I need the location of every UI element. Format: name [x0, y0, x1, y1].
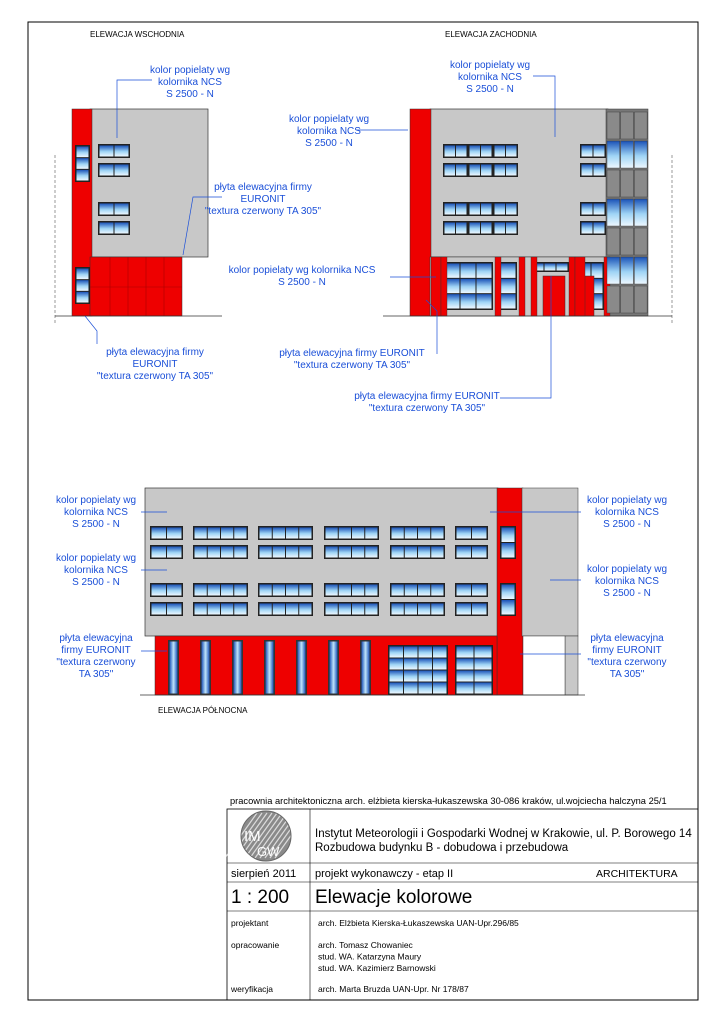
signature-row [231, 940, 436, 973]
north-window [150, 545, 183, 559]
svg-text:TA 305": TA 305" [78, 669, 114, 680]
drawing-scale: 1 : 200 [231, 887, 290, 908]
annotation-north-right-2 [587, 564, 667, 599]
annotation-north-left-2 [56, 553, 136, 588]
north-window [455, 602, 488, 616]
north-window [324, 583, 379, 597]
row-value: arch. Elżbieta Kierska-Łukaszewska UAN-Upr.296/85 [318, 918, 519, 928]
east-column-window [75, 267, 90, 304]
svg-text:"textura czerwony: "textura czerwony [587, 657, 667, 668]
svg-text:S 2500 - N: S 2500 - N [166, 89, 214, 100]
svg-text:firmy EURONIT: firmy EURONIT [592, 645, 662, 656]
row-label: opracowanie [231, 940, 280, 950]
north-ground-window [264, 640, 275, 695]
north-ground-window [328, 640, 339, 695]
north-window [324, 545, 379, 559]
north-opening [523, 636, 565, 695]
studio-line: pracownia architektoniczna arch. elżbieta kierska-łukaszewska 30-086 kraków, ul.wojciecha halczyna 25/1 [230, 796, 667, 806]
svg-text:S 2500 - N: S 2500 - N [305, 138, 353, 149]
annotation-north-right-1 [587, 495, 667, 530]
north-window [150, 583, 183, 597]
east-window [98, 221, 130, 235]
svg-text:EURONIT: EURONIT [132, 359, 178, 370]
north-ground-window [360, 640, 371, 695]
svg-text:kolor popielaty wg kolornika N: kolor popielaty wg kolornika NCS [228, 265, 376, 276]
west-window [493, 221, 518, 235]
north-window [455, 526, 488, 540]
west-window [468, 202, 493, 216]
east-window [98, 144, 130, 158]
west-window [443, 221, 468, 235]
north-gray-right-lower [565, 636, 578, 695]
svg-text:S 2500 - N: S 2500 - N [603, 519, 651, 530]
svg-text:"textura czerwony TA 305": "textura czerwony TA 305" [204, 206, 322, 217]
north-window [193, 526, 248, 540]
svg-text:S 2500 - N: S 2500 - N [466, 84, 514, 95]
north-window [324, 526, 379, 540]
west-window [580, 144, 606, 158]
svg-text:płyta elewacyjna firmy EURONIT: płyta elewacyjna firmy EURONIT [279, 348, 425, 359]
north-window [150, 526, 183, 540]
west-window [468, 221, 493, 235]
row-value: arch. Marta Bruzda UAN-Upr. Nr 178/87 [318, 984, 469, 994]
east-column-window [75, 145, 90, 182]
east-window [98, 163, 130, 177]
annotation-north-left-3 [56, 633, 135, 680]
west-window [493, 202, 518, 216]
north-window [150, 602, 183, 616]
drawing-title: Elewacje kolorowe [315, 887, 473, 908]
annotation-west-gray-left [289, 114, 369, 149]
annotation-west-plate-2 [354, 391, 500, 414]
svg-text:kolor popielaty wg: kolor popielaty wg [55, 495, 137, 506]
svg-text:kolor popielaty wg: kolor popielaty wg [288, 114, 370, 125]
north-ground-window [200, 640, 211, 695]
west-window [443, 163, 468, 177]
row-value: stud. WA. Kazimierz Barnowski [318, 963, 436, 973]
north-window [455, 583, 488, 597]
west-window [443, 144, 468, 158]
svg-text:kolor popielaty wg: kolor popielaty wg [586, 564, 668, 575]
north-window [193, 602, 248, 616]
north-column-window [500, 526, 516, 559]
title-block [225, 796, 698, 1000]
north-window [258, 583, 313, 597]
institute-name: Instytut Meteorologii i Gospodarki Wodnej w Krakowie, ul. P. Borowego 14 [315, 828, 692, 840]
svg-text:"textura czerwony TA 305": "textura czerwony TA 305" [368, 403, 486, 414]
north-window [258, 545, 313, 559]
svg-text:kolor popielaty wg: kolor popielaty wg [149, 65, 231, 76]
svg-text:TA 305": TA 305" [609, 669, 645, 680]
svg-text:kolor popielaty wg: kolor popielaty wg [55, 553, 137, 564]
north-ground-window [296, 640, 307, 695]
west-window [580, 202, 606, 216]
signature-row [231, 918, 519, 928]
svg-text:kolornika NCS: kolornika NCS [158, 77, 222, 88]
svg-text:kolor popielaty wg: kolor popielaty wg [586, 495, 668, 506]
svg-text:płyta elewacyjna: płyta elewacyjna [59, 633, 133, 644]
north-window [390, 583, 445, 597]
signature-rows [230, 918, 519, 994]
svg-text:"textura czerwony: "textura czerwony [56, 657, 136, 668]
west-window [493, 144, 518, 158]
north-window [390, 545, 445, 559]
svg-text:kolornika NCS: kolornika NCS [297, 126, 361, 137]
west-red-column [410, 109, 431, 316]
west-window [580, 221, 606, 235]
west-window [493, 163, 518, 177]
annotation-east-plate-bottom [97, 347, 214, 382]
svg-text:płyta elewacyjna firmy: płyta elewacyjna firmy [214, 182, 312, 193]
north-elevation [140, 488, 585, 695]
svg-text:S 2500 - N: S 2500 - N [603, 588, 651, 599]
row-value: stud. WA. Katarzyna Maury [318, 951, 422, 962]
north-ground-window [168, 640, 179, 695]
annotation-east-gray [150, 65, 230, 100]
svg-text:płyta elewacyjna: płyta elewacyjna [590, 633, 664, 644]
imgw-logo [225, 811, 307, 861]
row-label: weryfikacja [231, 984, 274, 994]
north-window [193, 583, 248, 597]
svg-text:S 2500 - N: S 2500 - N [72, 577, 120, 588]
annotation-east-plate-top [205, 182, 322, 217]
project-description: Rozbudowa budynku B - dobudowa i przebudowa [315, 842, 569, 854]
annotation-north-left-1 [56, 495, 136, 530]
north-window [455, 545, 488, 559]
svg-text:kolornika NCS: kolornika NCS [595, 576, 659, 587]
north-window [258, 602, 313, 616]
svg-text:kolornika NCS: kolornika NCS [458, 72, 522, 83]
svg-text:kolornika NCS: kolornika NCS [595, 507, 659, 518]
east-elevation [55, 109, 222, 325]
west-elevation [383, 109, 672, 325]
annotation-north-right-3 [587, 633, 666, 680]
title-east: ELEWACJA WSCHODNIA [90, 30, 185, 39]
drawing-date: sierpień 2011 [231, 868, 297, 880]
svg-text:kolor popielaty wg: kolor popielaty wg [449, 60, 531, 71]
svg-text:firmy EURONIT: firmy EURONIT [61, 645, 131, 656]
svg-text:"textura czerwony TA 305": "textura czerwony TA 305" [293, 360, 411, 371]
north-window [324, 602, 379, 616]
north-window [258, 526, 313, 540]
north-gray-right [522, 488, 578, 636]
east-red-base [90, 257, 182, 316]
west-window [468, 163, 493, 177]
svg-text:kolornika NCS: kolornika NCS [64, 507, 128, 518]
signature-row [230, 984, 469, 994]
north-entrance-glazing [388, 645, 448, 695]
west-tower-glazing [607, 112, 647, 313]
discipline: ARCHITEKTURA [596, 868, 678, 880]
title-north: ELEWACJA PÓŁNOCNA [158, 706, 248, 715]
north-window [390, 602, 445, 616]
north-ground-window [232, 640, 243, 695]
west-window [468, 144, 493, 158]
annotation-west-gray-top [450, 60, 530, 95]
project-phase: projekt wykonawczy - etap II [315, 868, 454, 880]
svg-text:S 2500 - N: S 2500 - N [278, 277, 326, 288]
svg-text:płyta elewacyjna firmy: płyta elewacyjna firmy [106, 347, 204, 358]
svg-text:"textura czerwony TA 305": "textura czerwony TA 305" [96, 371, 214, 382]
title-west: ELEWACJA ZACHODNIA [445, 30, 537, 39]
west-entrance-glazing [443, 262, 493, 310]
west-window [443, 202, 468, 216]
svg-text:EURONIT: EURONIT [240, 194, 286, 205]
row-label: projektant [231, 918, 269, 928]
north-window [193, 545, 248, 559]
svg-text:płyta elewacyjna firmy EURONIT: płyta elewacyjna firmy EURONIT [354, 391, 500, 402]
svg-text:S 2500 - N: S 2500 - N [72, 519, 120, 530]
row-value: arch. Tomasz Chowaniec [318, 940, 413, 950]
north-window [390, 526, 445, 540]
east-window [98, 202, 130, 216]
logo-text-bottom: GW [257, 844, 280, 859]
svg-text:kolornika NCS: kolornika NCS [64, 565, 128, 576]
annotation-west-plate-1 [279, 348, 425, 371]
west-red-door [543, 276, 565, 316]
west-window [580, 163, 606, 177]
annotation-west-gray-mid [229, 265, 376, 288]
north-entrance-glazing [455, 645, 493, 695]
north-column-window [500, 583, 516, 616]
logo-text-top: IM [244, 828, 261, 845]
west-door [499, 262, 517, 310]
